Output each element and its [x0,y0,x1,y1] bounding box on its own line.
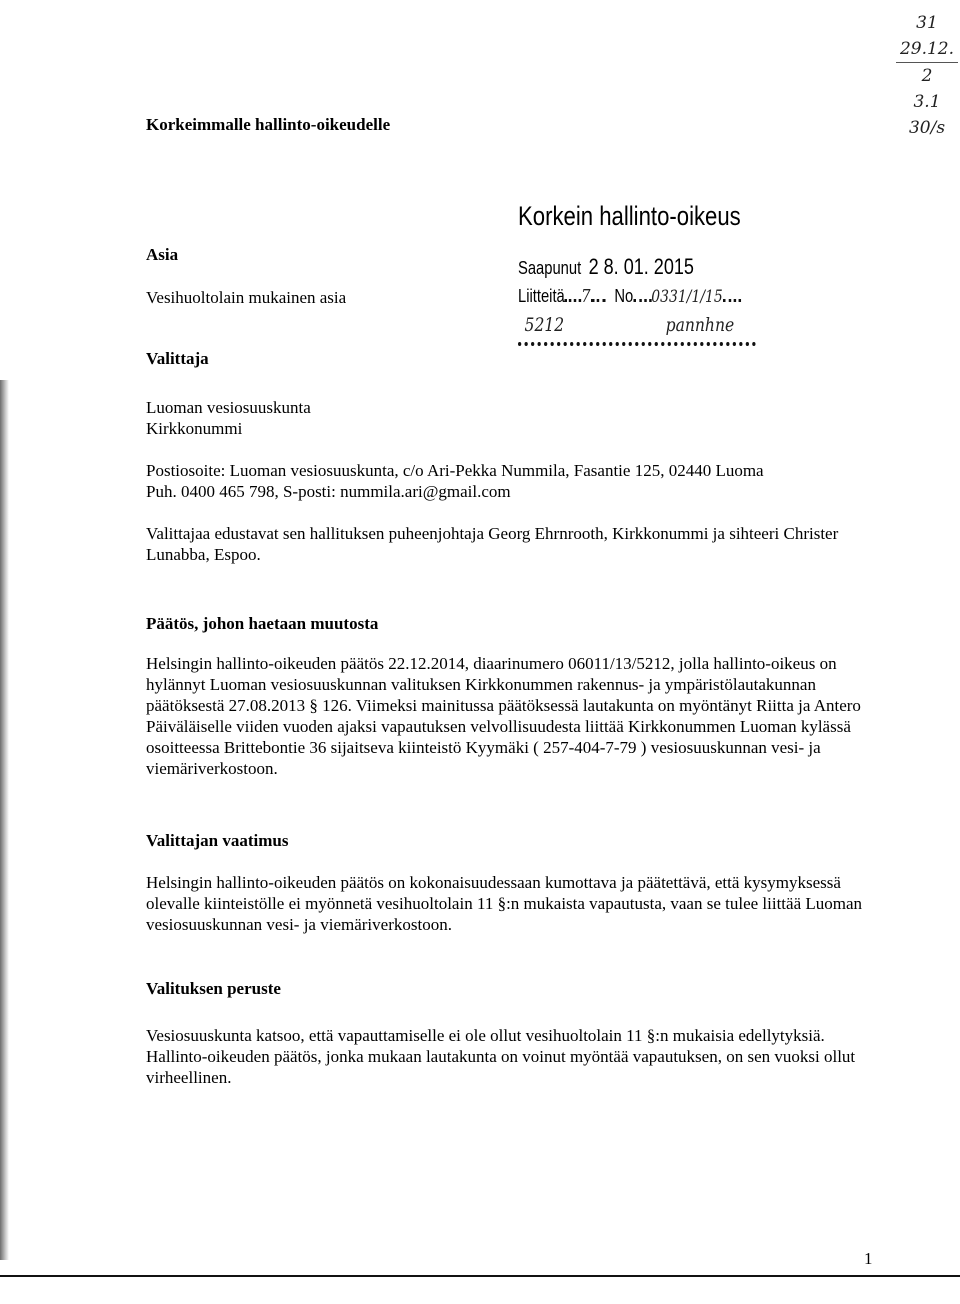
page-number: 1 [864,1249,873,1268]
stamp-handwritten-row [518,314,756,346]
subject-text: Vesihuoltolain mukainen asia [146,288,347,307]
grounds-text: Vesiosuuskunta katsoo, että vapauttamiselle ei ole ollut vesihuoltolain 11 §:n mukaisia edellytyksiä. Hallinto-oikeuden päätös, jonka mukaan lautakunta on voinut myöntää vapautuksen, on sen vuoksi ollut virheellinen. [146,1026,856,1087]
appellant-representation: Valittajaa edustavat sen hallituksen puheenjohtaja Georg Ehrnrooth, Kirkkonummi ja sihteeri Christer Lunabba, Espoo. [146,524,839,564]
stamp-handwritten-ref-left: 5212 [524,314,565,336]
addressee: Korkeimmalle hallinto-oikeudelle [146,115,391,134]
decision-heading: Päätös, johon haetaan muutosta [146,614,379,633]
corner-note-3: 2 [921,66,933,86]
corner-note-1: 31 [916,13,938,33]
stamp-attachments-label: Liitteitä [518,286,565,306]
stamp-no-value: 0331/1/15 [651,287,723,307]
court-stamp [518,200,764,360]
stamp-received-label: Saapunut [518,258,582,278]
corner-note-4: 3.1 [913,92,941,112]
scan-edge-shadow [0,380,9,1260]
stamp-handwritten-ref-right: pannhne [665,314,735,336]
corner-note-2: 29.12. [896,36,958,63]
corner-handwritten-notes [896,10,958,160]
decision-text: Helsingin hallinto-oikeuden päätös 22.12.2014, diaarinumero 06011/13/5212, jolla hallinto-oikeus on hylännyt Luoman vesiosuuskunnan valituksen Kirkkonummen rakennus- ja ympäristölautakunnan päätöksestä 27.08.2013 § 126. Viimeksi mainitussa päätöksessä lautakunta on myöntänyt Riitta ja Antero Päiväläiselle viiden vuoden ajaksi vapautuksen velvollisuudesta liittää Kirkkonummen Luoman kylässä osoitteessa Brittebontie 36 sijaitseva kiinteistö Kyymäki ( 257-404-7-79 ) vesiosuuskunnan vesi- ja viemäriverkostoon. [146,654,861,778]
stamp-attachments-value: 7 [581,286,591,307]
appellant-address: Postiosoite: Luoman vesiosuuskunta, c/o Ari-Pekka Nummila, Fasantie 125, 02440 Luoma [146,461,764,480]
stamp-court-name: Korkein hallinto-oikeus [518,201,741,231]
subject-heading: Asia [146,245,179,264]
stamp-no-label: No [614,286,634,306]
claim-heading: Valittajan vaatimus [146,831,289,850]
appellant-town: Kirkkonummi [146,419,243,438]
appellant-heading: Valittaja [146,349,209,368]
appellant-name: Luoman vesiosuuskunta [146,398,311,417]
corner-note-5: 30/s [908,118,946,138]
grounds-heading: Valituksen peruste [146,979,281,998]
stamp-received-date: 2 8. 01. 2015 [588,254,694,279]
appellant-contact: Puh. 0400 465 798, S-posti: nummila.ari@gmail.com [146,482,511,501]
footer-rule [0,1275,960,1277]
stamp-received-row [518,254,694,280]
claim-text: Helsingin hallinto-oikeuden päätös on kokonaisuudessaan kumottava ja päätettävä, että kysymyksessä olevalle kiinteistölle ei myönnetä vesihuoltolain 11 §:n mukaista vapautusta, vaan se tulee liittää Luoman vesiosuuskunnan vesi- ja viemäriverkostoon. [146,873,863,934]
stamp-attachments-row [518,286,741,307]
